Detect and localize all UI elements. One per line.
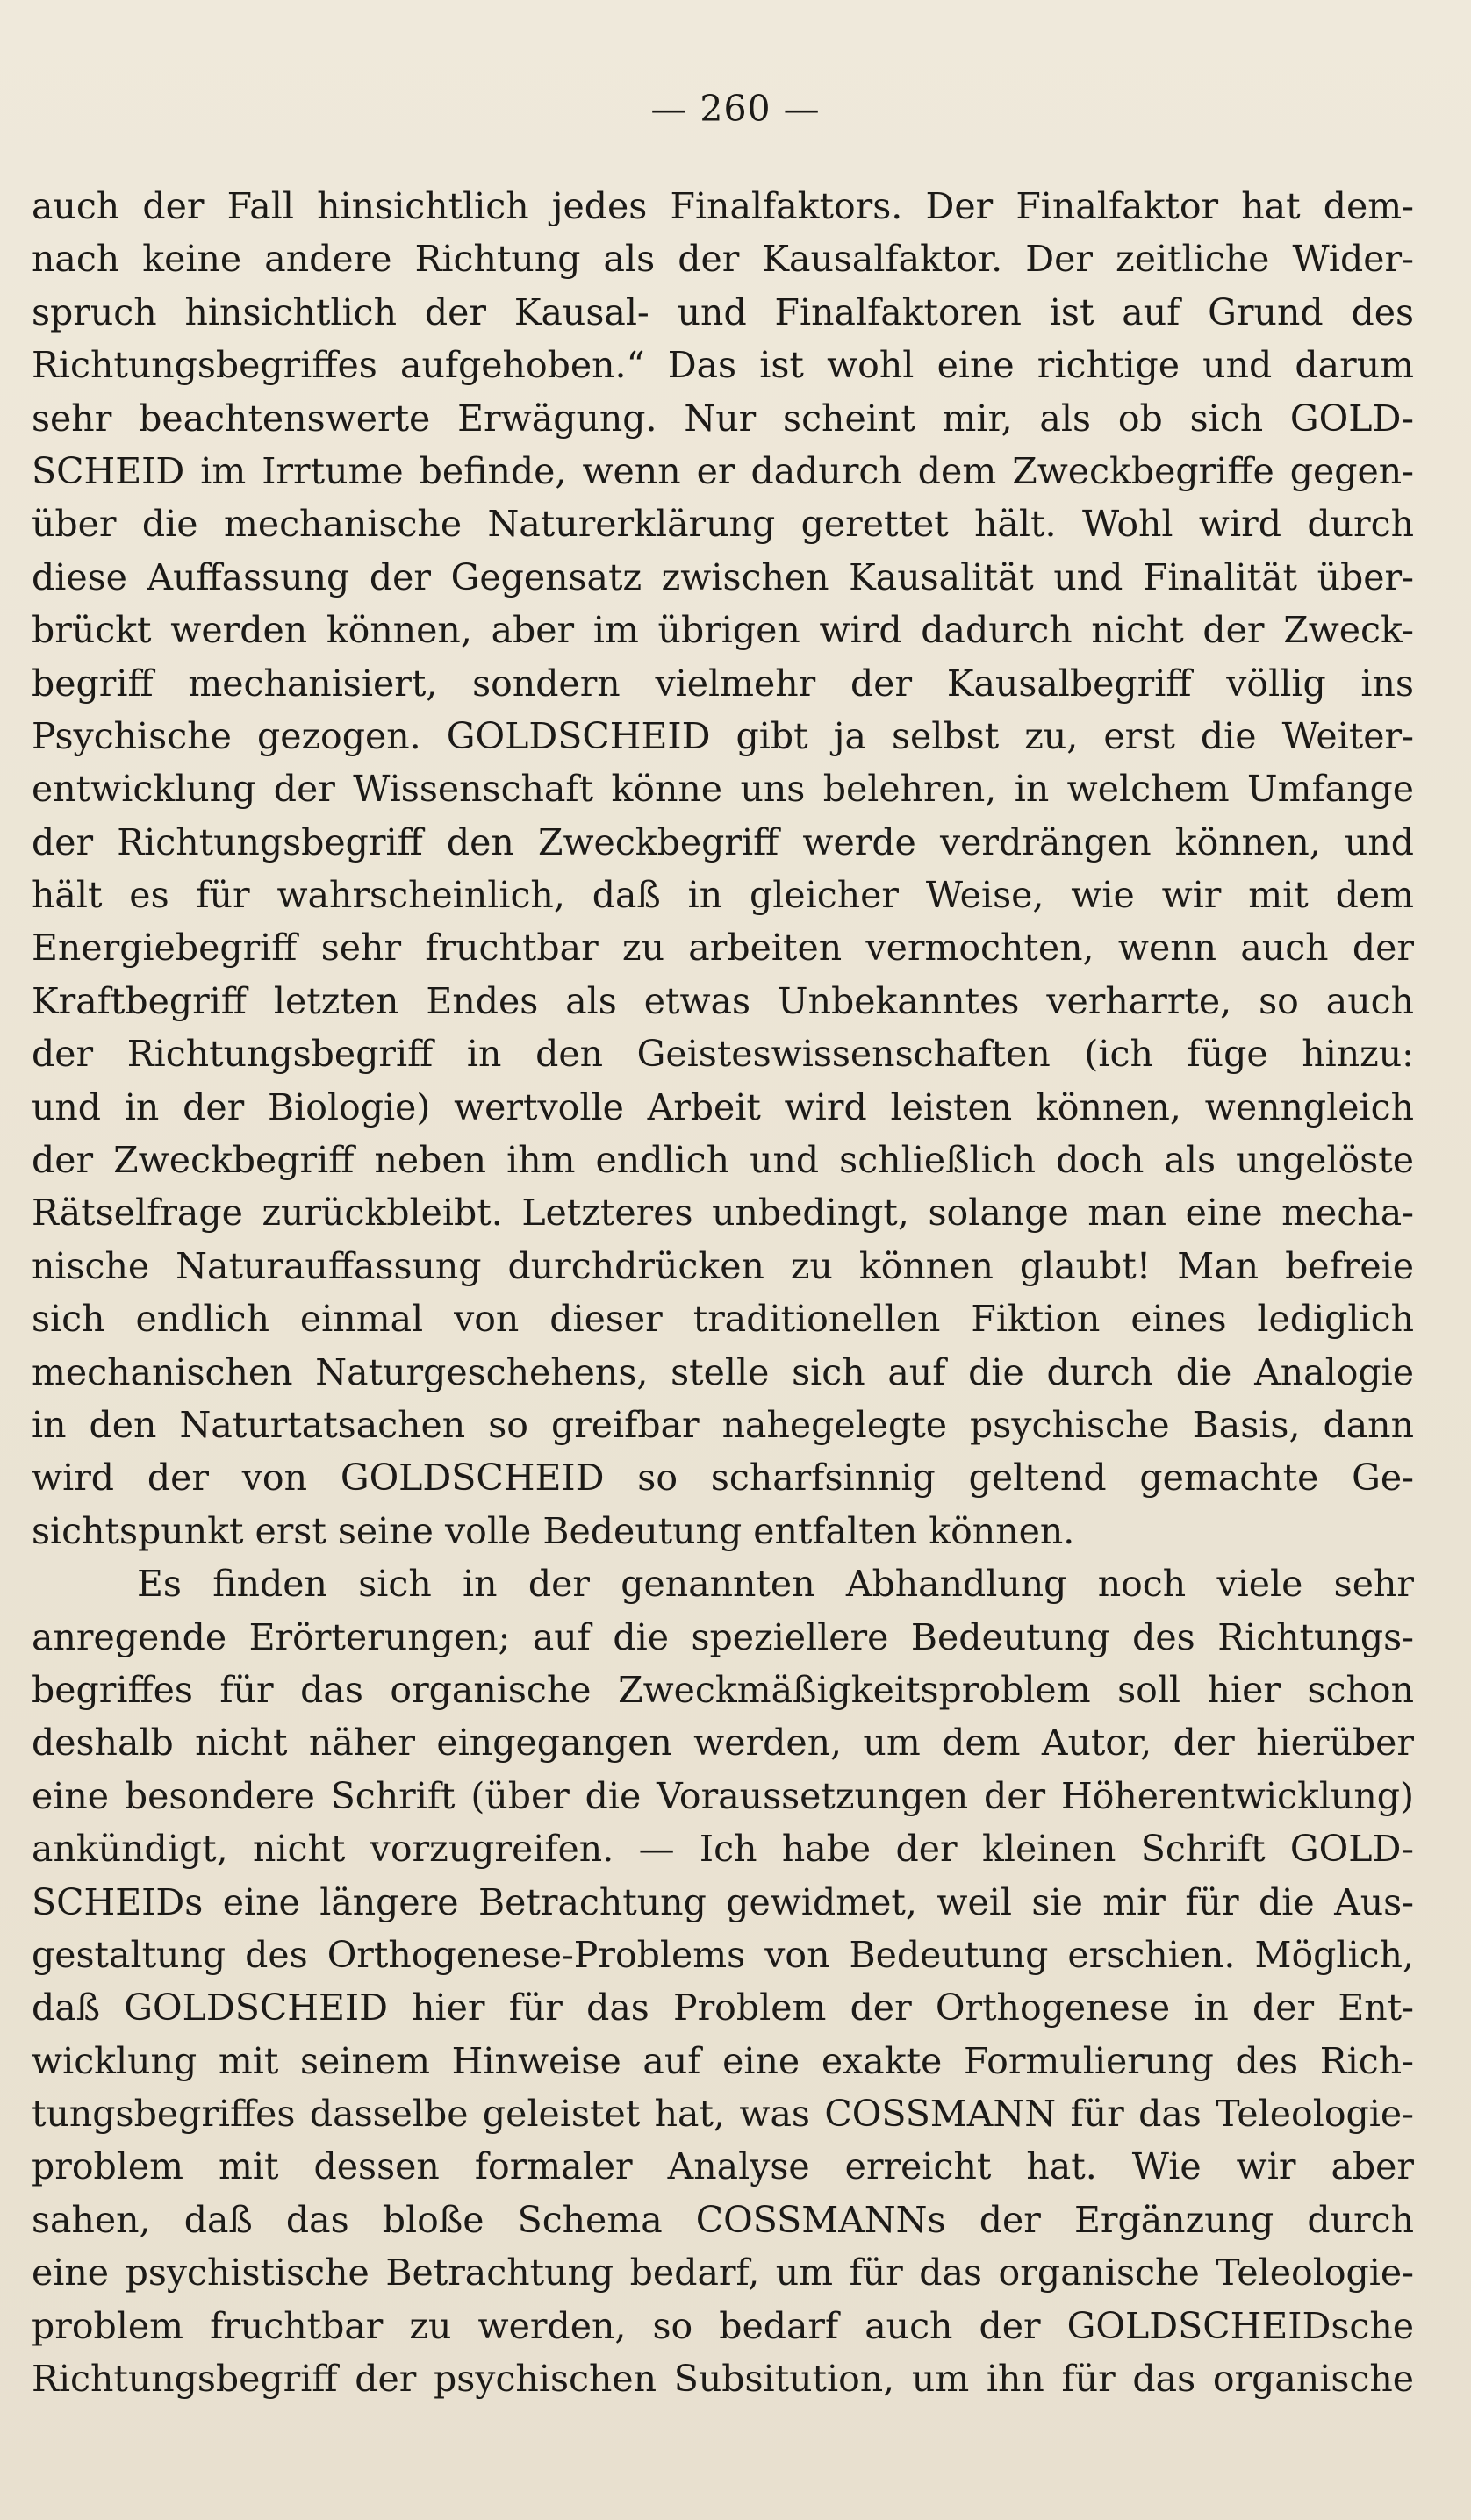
text-line: Rätselfrage zurückbleibt. Letzteres unbedingt, solange man eine mecha- <box>32 1192 1414 1235</box>
page-number: — 260 — <box>650 88 821 130</box>
text-line: der Zweckbegriff neben ihm endlich und schließlich doch als ungelöste <box>32 1139 1414 1182</box>
text-line: in den Naturtatsachen so greifbar nahegelegte psychische Basis, dann <box>32 1403 1414 1446</box>
text-line: Kraftbegriff letzten Endes als etwas Unbekanntes verharrte, so auch <box>32 979 1414 1022</box>
text-line: ankündigt, nicht vorzugreifen. — Ich habe der kleinen Schrift GOLD- <box>32 1828 1414 1871</box>
text-line: anregende Erörterungen; auf die speziellere Bedeutung des Richtungs- <box>32 1615 1414 1658</box>
body-text <box>32 180 1414 2405</box>
text-line: der Richtungsbegriff in den Geisteswissenschaften (ich füge hinzu: <box>32 1033 1414 1076</box>
text-line: daß GOLDSCHEID hier für das Problem der Orthogenese in der Ent- <box>32 1987 1414 2030</box>
text-line: begriff mechanisiert, sondern vielmehr der Kausalbegriff völlig ins <box>32 662 1414 705</box>
text-line: begriffes für das organische Zweckmäßigkeitsproblem soll hier schon <box>32 1668 1414 1711</box>
text-line: diese Auffassung der Gegensatz zwischen Kausalität und Finalität über- <box>32 555 1414 598</box>
text-line: eine besondere Schrift (über die Voraussetzungen der Höherentwicklung) <box>32 1774 1414 1817</box>
text-line: sehr beachtenswerte Erwägung. Nur scheint mir, als ob sich GOLD- <box>32 397 1414 440</box>
text-line: der Richtungsbegriff den Zweckbegriff werde verdrängen können, und <box>32 820 1414 863</box>
text-line: mechanischen Naturgeschehens, stelle sich auf die durch die Analogie <box>32 1350 1414 1393</box>
text-line: Richtungsbegriff der psychischen Subsitution, um ihn für das organische <box>32 2358 1414 2401</box>
text-line: Energiebegriff sehr fruchtbar zu arbeiten vermochten, wenn auch der <box>32 927 1414 970</box>
text-line: wird der von GOLDSCHEID so scharfsinnig geltend gemachte Ge- <box>32 1457 1414 1500</box>
text-line: Es finden sich in der genannten Abhandlung noch viele sehr <box>137 1563 1414 1606</box>
text-line: entwicklung der Wissenschaft könne uns belehren, in welchem Umfange <box>32 768 1414 811</box>
text-line: sahen, daß das bloße Schema COSSMANNs der Ergänzung durch <box>32 2198 1414 2241</box>
text-line: brückt werden können, aber im übrigen wird dadurch nicht der Zweck- <box>32 609 1414 652</box>
text-line: SCHEIDs eine längere Betrachtung gewidmet, weil sie mir für die Aus- <box>32 1880 1414 1923</box>
text-line: problem fruchtbar zu werden, so bedarf auch der GOLDSCHEIDsche <box>32 2304 1414 2347</box>
text-line: nach keine andere Richtung als der Kausalfaktor. Der zeitliche Wider- <box>32 238 1414 281</box>
text-line: tungsbegriffes dasselbe geleistet hat, was COSSMANN für das Teleologie- <box>32 2093 1414 2136</box>
text-line: nische Naturauffassung durchdrücken zu können glaubt! Man befreie <box>32 1244 1414 1287</box>
text-line: sich endlich einmal von dieser traditionellen Fiktion eines lediglich <box>32 1298 1414 1341</box>
text-line: gestaltung des Orthogenese-Problems von Bedeutung erschien. Möglich, <box>32 1933 1414 1976</box>
text-line: Psychische gezogen. GOLDSCHEID gibt ja selbst zu, erst die Weiter- <box>32 714 1414 757</box>
text-line: hält es für wahrscheinlich, daß in gleicher Weise, wie wir mit dem <box>32 874 1414 917</box>
text-line: Richtungsbegriffes aufgehoben.“ Das ist wohl eine richtige und darum <box>32 344 1414 387</box>
text-line: und in der Biologie) wertvolle Arbeit wird leisten können, wenngleich <box>32 1085 1414 1128</box>
text-line: problem mit dessen formaler Analyse erreicht hat. Wie wir aber <box>32 2145 1414 2188</box>
text-line: SCHEID im Irrtume befinde, wenn er dadurch dem Zweckbegriffe gegen- <box>32 449 1414 492</box>
text-line: wicklung mit seinem Hinweise auf eine exakte Formulierung des Rich- <box>32 2039 1414 2082</box>
text-line: über die mechanische Naturerklärung gerettet hält. Wohl wird durch <box>32 503 1414 546</box>
text-line: eine psychistische Betrachtung bedarf, um für das organische Teleologie- <box>32 2252 1414 2294</box>
text-line: spruch hinsichtlich der Kausal- und Finalfaktoren ist auf Grund des <box>32 290 1414 333</box>
text-line: deshalb nicht näher eingegangen werden, um dem Autor, der hierüber <box>32 1722 1414 1765</box>
text-line: auch der Fall hinsichtlich jedes Finalfaktors. Der Finalfaktor hat dem- <box>32 185 1414 227</box>
text-line: sichtspunkt erst seine volle Bedeutung entfalten können. <box>32 1509 1075 1552</box>
